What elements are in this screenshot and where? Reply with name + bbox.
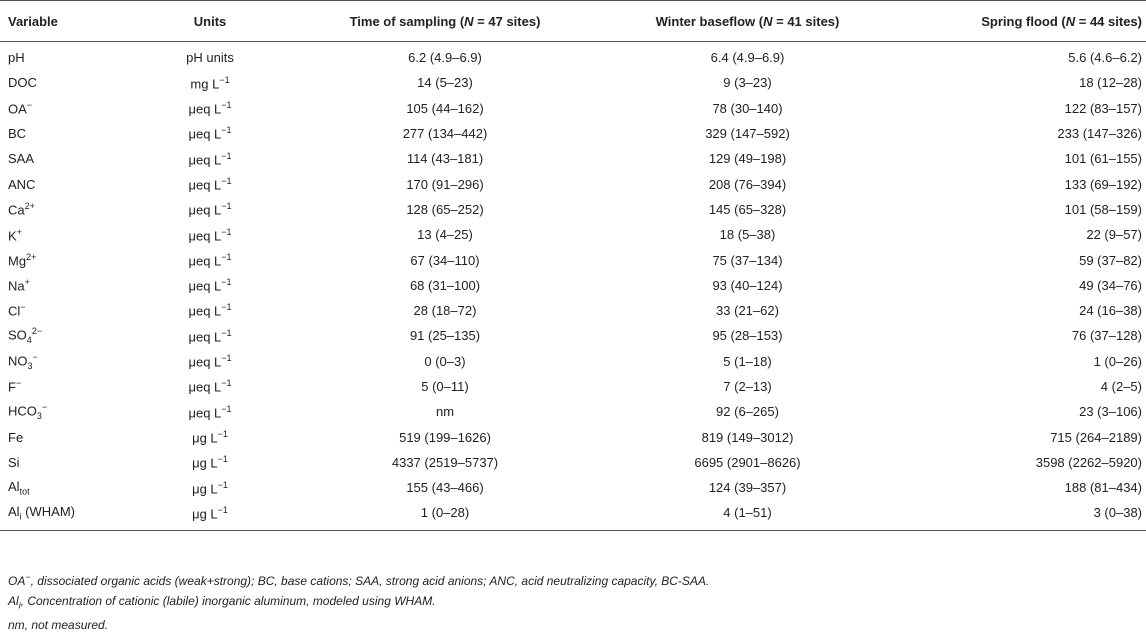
- value-cell: 23 (3–106): [1079, 404, 1142, 420]
- table-row: [0, 273, 1146, 298]
- units-cell: μg $L^{-1}$: [192, 504, 228, 522]
- variable-cell: $Mg^{2+}$: [8, 251, 37, 269]
- units-cell: μeq $L^{-1}$: [188, 226, 232, 243]
- units-cell: μeq $L^{-1}$: [188, 327, 232, 345]
- variable-cell: $Al_{tot}$: [8, 478, 30, 497]
- units-cell: μg $L^{-1}$: [192, 479, 228, 496]
- value-cell: 49 (34–76): [1079, 277, 1142, 293]
- units-cell: mg $L^{-1}$: [190, 74, 230, 92]
- units-cell: μeq $L^{-1}$: [188, 277, 232, 294]
- value-cell: 75 (37–134): [712, 252, 783, 268]
- value-cell: 14 (5–23): [417, 75, 473, 91]
- value-cell: 114 (43–181): [406, 151, 484, 167]
- value-cell: 233 (147–326): [1057, 126, 1142, 142]
- value-cell: 6695 (2901–8626): [694, 454, 801, 470]
- variable-cell: $SO_4^{2-}$: [8, 326, 43, 346]
- footnote: nm, not measured.: [8, 618, 109, 633]
- value-cell: 124 (39–357): [708, 480, 787, 496]
- column-header: Spring flood (N = 44 sites): [981, 13, 1142, 29]
- table-row: [0, 197, 1146, 222]
- units-cell: μeq $L^{-1}$: [188, 302, 232, 319]
- column-header: Units: [193, 13, 227, 29]
- header-row: [0, 1, 1146, 42]
- units-cell: μeq $L^{-1}$: [188, 201, 232, 218]
- value-cell: 67 (34–110): [410, 252, 480, 268]
- value-cell: 1 (0–26): [1093, 353, 1142, 369]
- table-row: [0, 222, 1146, 247]
- value-cell: 33 (21–62): [716, 303, 779, 319]
- value-cell: 101 (58–159): [1064, 201, 1142, 217]
- value-cell: 7 (2–13): [723, 379, 772, 394]
- variable-cell: Cl−: [8, 302, 26, 319]
- units-cell: μeq $L^{-1}$: [188, 100, 232, 117]
- value-cell: 4 (2–5): [1100, 379, 1142, 394]
- footnote: OA−, dissociated organic acids (weak+strong); BC, base cations; SAA, strong acid anions; ANC, acid neutralizing capacity, BC-SAA.: [8, 572, 710, 588]
- table-body: [0, 42, 1146, 531]
- table-row: [0, 424, 1146, 449]
- value-cell: 18 (12–28): [1079, 75, 1142, 91]
- units-cell: μg $L^{-1}$: [192, 454, 228, 471]
- value-cell: 68 (31–100): [409, 277, 481, 293]
- table-row: [0, 42, 1146, 71]
- units-cell: μg $L^{-1}$: [192, 428, 228, 446]
- value-cell: 170 (91–296): [406, 176, 484, 192]
- footnote: $Al_i$, Concentration of cationic (labile) inorganic aluminum, modeled using WHAM.: [8, 594, 436, 611]
- value-cell: 78 (30–140): [712, 100, 783, 116]
- value-cell: 92 (6–265): [716, 404, 779, 420]
- units-cell: μeq $L^{-1}$: [188, 251, 232, 269]
- table-row: [0, 298, 1146, 323]
- table-row: [0, 121, 1146, 146]
- value-cell: 9 (3–23): [723, 75, 772, 91]
- variable-cell: DOC: [8, 75, 37, 91]
- value-cell: 0 (0–3): [424, 353, 466, 369]
- units-cell: μeq $L^{-1}$: [188, 403, 232, 420]
- column-header: Winter baseflow (N = 41 sites): [655, 13, 840, 29]
- table-row: [0, 171, 1146, 196]
- value-cell: 13 (4–25): [417, 227, 473, 243]
- variable-cell: SAA: [8, 151, 35, 167]
- column-header: Time of sampling (N = 47 sites): [349, 13, 541, 29]
- units-cell: μeq $L^{-1}$: [188, 150, 232, 167]
- value-cell: 24 (16–38): [1079, 303, 1142, 319]
- value-cell: 208 (76–394): [708, 176, 787, 192]
- value-cell: 4337 (2519–5737): [391, 454, 499, 470]
- value-cell: 5 (0–11): [421, 379, 469, 394]
- value-cell: 129 (49–198): [708, 151, 787, 167]
- value-cell: 5.6 (4.6–6.2): [1068, 50, 1142, 66]
- value-cell: 28 (18–72): [413, 303, 477, 319]
- value-cell: 128 (65–252): [406, 201, 484, 217]
- table-row: [0, 323, 1146, 348]
- value-cell: 76 (37–128): [1071, 328, 1142, 344]
- variable-cell: OA−: [8, 100, 33, 117]
- value-cell: 101 (61–155): [1064, 151, 1142, 167]
- table-row: [0, 399, 1146, 424]
- variable-cell: Si: [8, 454, 20, 470]
- value-cell: 519 (199–1626): [399, 429, 491, 445]
- units-cell: μeq $L^{-1}$: [188, 175, 232, 193]
- table-row: [0, 146, 1146, 171]
- units-cell: μeq $L^{-1}$: [188, 353, 232, 370]
- value-cell: 3 (0–38): [1093, 505, 1142, 521]
- value-cell: 715 (264–2189): [1050, 429, 1142, 445]
- table-row: [0, 96, 1146, 121]
- units-cell: μeq $L^{-1}$: [188, 125, 232, 142]
- value-cell: 59 (37–82): [1079, 252, 1142, 268]
- variable-cell: $HCO_3^-$: [8, 402, 48, 422]
- value-cell: 188 (81–434): [1064, 480, 1142, 496]
- value-cell: 105 (44–162): [406, 100, 484, 116]
- column-header: Variable: [8, 13, 58, 29]
- variable-cell: BC: [8, 126, 27, 142]
- value-cell: 3598 (2262–5920): [1035, 454, 1142, 470]
- units-cell: μeq $L^{-1}$: [188, 378, 232, 395]
- value-cell: 22 (9–57): [1086, 227, 1142, 243]
- value-cell: 18 (5–38): [719, 227, 776, 243]
- value-cell: 1 (0–28): [420, 505, 470, 521]
- table-row: [0, 247, 1146, 272]
- value-cell: 145 (65–328): [708, 201, 787, 217]
- variable-cell: pH: [8, 50, 25, 66]
- variable-cell: ANC: [8, 176, 36, 192]
- value-cell: 122 (83–157): [1064, 100, 1142, 116]
- table-row: [0, 70, 1146, 95]
- table-row: [0, 500, 1146, 530]
- table-row: [0, 349, 1146, 374]
- value-cell: 6.4 (4.9–6.9): [710, 50, 785, 66]
- table-row: [0, 475, 1146, 500]
- value-cell: 329 (147–592): [705, 126, 790, 142]
- units-cell: pH units: [186, 50, 234, 66]
- variable-cell: F−: [8, 378, 22, 395]
- value-cell: 277 (134–442): [402, 126, 488, 142]
- variable-cell: $Ca^{2+}$: [8, 201, 35, 218]
- variable-cell: $NO_3^-$: [8, 351, 38, 371]
- value-cell: 133 (69–192): [1064, 176, 1142, 192]
- table-row: [0, 450, 1146, 475]
- table-row: [0, 374, 1146, 399]
- value-cell: 6.2 (4.9–6.9): [408, 50, 482, 66]
- variable-cell: Na+: [8, 277, 30, 294]
- variable-cell: K+: [8, 226, 22, 243]
- value-cell: 4 (1–51): [723, 505, 772, 521]
- value-cell: 5 (1–18): [723, 353, 772, 369]
- table-footnotes: [8, 567, 1138, 635]
- variable-cell: Fe: [8, 429, 24, 445]
- value-cell: 93 (40–124): [712, 277, 783, 293]
- value-cell: 95 (28–153): [712, 328, 783, 344]
- value-cell: 819 (149–3012): [701, 429, 794, 445]
- value-cell: 155 (43–466): [406, 480, 484, 496]
- value-cell: nm: [435, 404, 455, 420]
- variable-cell: $Al_i$ (WHAM): [8, 504, 75, 522]
- value-cell: 91 (25–135): [409, 328, 481, 344]
